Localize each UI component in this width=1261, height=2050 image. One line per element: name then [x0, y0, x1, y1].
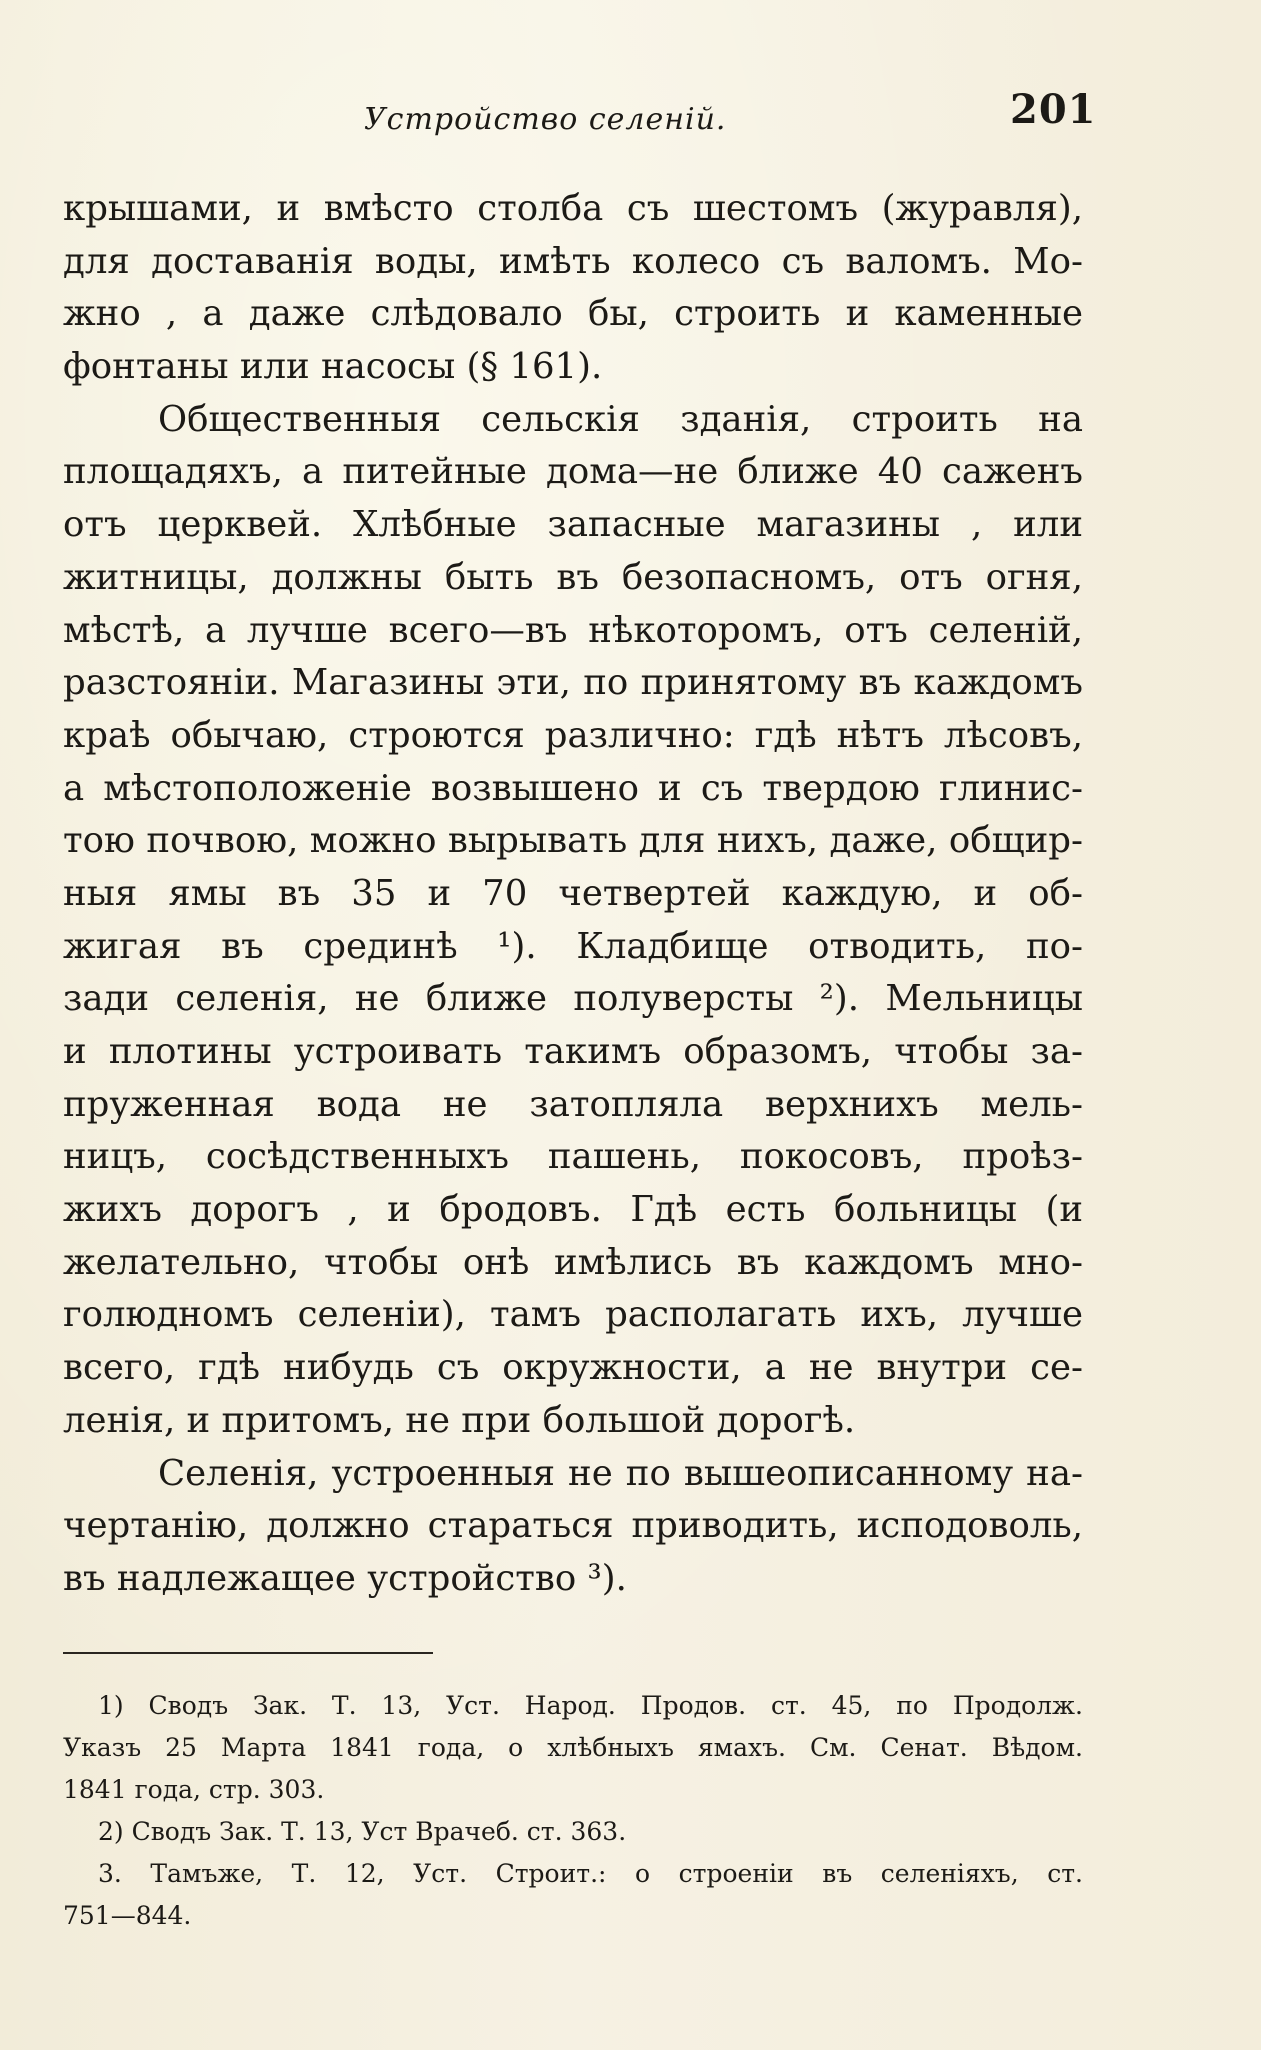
text-line: въ надлежащее устройство ³).: [63, 1557, 627, 1599]
text-line: фонтаны или насосы (§ 161).: [63, 346, 603, 388]
footnotes: [63, 1685, 1083, 1937]
text-line: мѣстѣ, а лучше всего—въ нѣкоторомъ, отъ селеній,: [63, 609, 1083, 651]
text-line: пруженная вода не затопляла верхнихъ мель-: [63, 1083, 1083, 1125]
text-line: ницъ, сосѣдственныхъ пашень, покосовъ, проѣз-: [63, 1136, 1083, 1178]
text-line: всего, гдѣ нибудь съ окружности, а не внутри се-: [63, 1347, 1083, 1389]
text-line: площадяхъ, а питейные дома—не ближе 40 саженъ: [63, 451, 1083, 493]
footnote-line: 751—844.: [63, 1901, 192, 1930]
text-line: жно , а даже слѣдовало бы, строить и каменные: [63, 293, 1083, 335]
text-line: желательно, чтобы онѣ имѣлись въ каждомъ мно-: [63, 1241, 1083, 1283]
text-line: и плотины устроивать такимъ образомъ, чтобы за-: [63, 1031, 1083, 1072]
footnote-line: 1) Сводъ Зак. Т. 13, Уст. Народ. Продов. ст. 45, по Продолж.: [98, 1691, 1083, 1720]
text-line: Селенія, устроенныя не по вышеописанному на-: [158, 1452, 1083, 1494]
main-text: [63, 183, 1083, 1606]
text-line: житницы, должны быть въ безопасномъ, отъ огня,: [63, 556, 1083, 598]
footnote-divider: [63, 1652, 433, 1657]
footnote-line: 3. Тамъже, Т. 12, Уст. Строит.: о строеніи въ селеніяхъ, ст.: [98, 1859, 1083, 1888]
page-number: 201: [1010, 86, 1097, 133]
text-line: голюдномъ селеніи), тамъ располагать ихъ, лучше: [63, 1294, 1083, 1336]
text-line: жигая въ срединѣ ¹). Кладбище отводить, по-: [63, 925, 1083, 967]
text-line: разстояніи. Магазины эти, по принятому въ каждомъ: [63, 662, 1083, 704]
text-line: жихъ дорогъ , и бродовъ. Гдѣ есть больницы (и: [63, 1189, 1083, 1231]
text-line: ныя ямы въ 35 и 70 четвертей каждую, и об-: [63, 872, 1083, 914]
footnote-line: 2) Сводъ Зак. Т. 13, Уст Врачеб. ст. 363.: [98, 1817, 627, 1846]
text-line: а мѣстоположеніе возвышено и съ твердою глинис-: [63, 767, 1083, 809]
running-title: Устройство селеній.: [364, 102, 727, 137]
text-line: чертанію, должно стараться приводить, исподоволь,: [63, 1505, 1083, 1547]
text-line: отъ церквей. Хлѣбные запасные магазины , или: [63, 504, 1083, 546]
footnote-line: 1841 года, стр. 303.: [63, 1775, 325, 1804]
footnote-line: Указъ 25 Марта 1841 года, о хлѣбныхъ ямахъ. См. Сенат. Вѣдом.: [63, 1733, 1083, 1762]
text-line: краѣ обычаю, строются различно: гдѣ нѣтъ лѣсовъ,: [63, 714, 1083, 756]
text-line: зади селенія, не ближе полуверсты ²). Мельницы: [63, 978, 1083, 1020]
text-line: Общественныя сельскія зданія, строить на: [158, 398, 1083, 440]
text-line: тою почвою, можно вырывать для нихъ, даже, общир-: [63, 820, 1083, 862]
text-line: для доставанія воды, имѣть колесо съ валомъ. Мо-: [63, 240, 1083, 282]
text-line: крышами, и вмѣсто столба съ шестомъ (журавля),: [63, 188, 1083, 229]
text-line: ленія, и притомъ, не при большой дорогѣ.: [63, 1399, 856, 1441]
